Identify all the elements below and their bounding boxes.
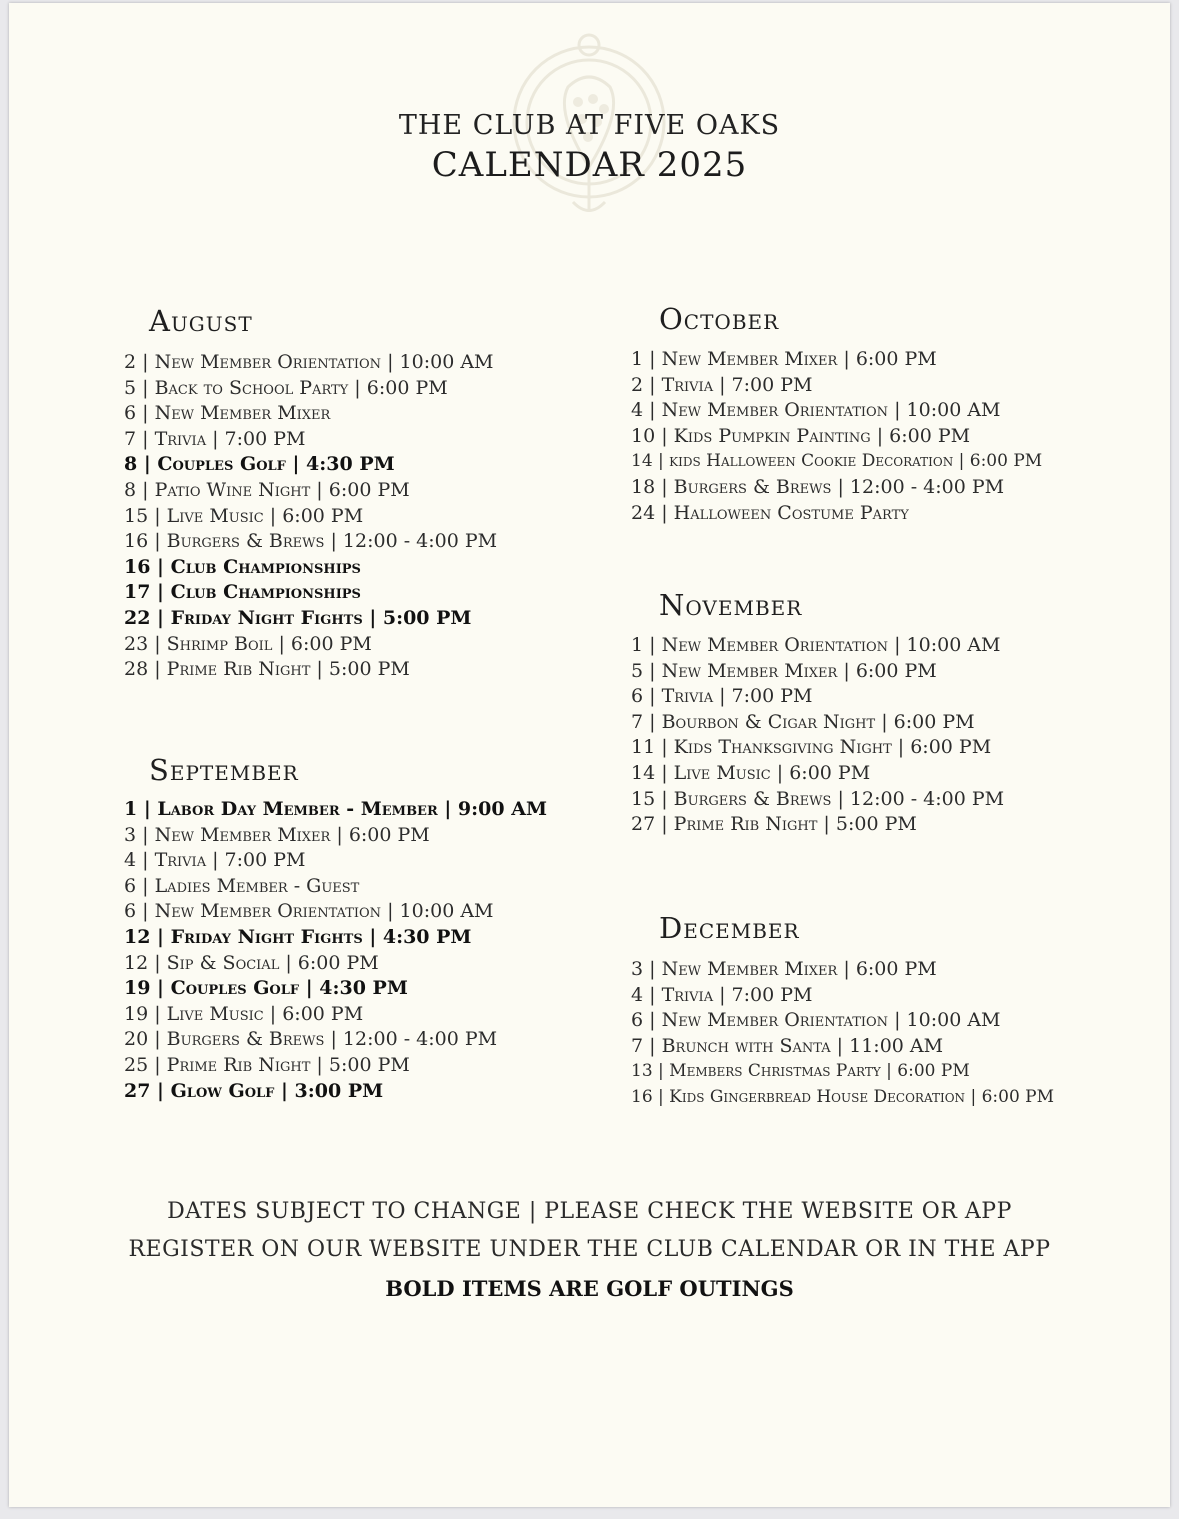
events-november	[631, 633, 1004, 838]
footer-register: REGISTER ON OUR WEBSITE UNDER THE CLUB CALENDAR OR IN THE APP	[128, 1237, 1051, 1262]
event-item: 4 | Trivia | 7:00 PM	[124, 849, 306, 872]
event-item: 6 | New Member Orientation | 10:00 AM	[124, 900, 494, 923]
events-december	[631, 957, 1054, 1111]
event-item: 3 | New Member Mixer | 6:00 PM	[124, 823, 430, 846]
event-item: 14 | kids Halloween Cookie Decoration | 6:00 PM	[631, 451, 1043, 472]
golf-event-item: 27 | Glow Golf | 3:00 PM	[124, 1079, 384, 1102]
event-item: 5 | New Member Mixer | 6:00 PM	[631, 659, 937, 682]
event-item: 3 | New Member Mixer | 6:00 PM	[631, 958, 937, 980]
month-title-august: August	[149, 304, 253, 338]
event-item: 12 | Sip & Social | 6:00 PM	[124, 951, 379, 974]
event-item: 14 | Live Music | 6:00 PM	[631, 761, 871, 784]
event-item: 20 | Burgers & Brews | 12:00 - 4:00 PM	[124, 1028, 498, 1051]
footer-notice: DATES SUBJECT TO CHANGE | PLEASE CHECK THE WEBSITE OR APP	[167, 1199, 1012, 1224]
event-item: 24 | Halloween Costume Party	[631, 501, 909, 524]
event-item: 4 | New Member Orientation | 10:00 AM	[631, 399, 1001, 422]
event-item: 15 | Live Music | 6:00 PM	[124, 504, 364, 527]
event-item: 7 | Bourbon & Cigar Night | 6:00 PM	[631, 710, 975, 733]
golf-event-item: 16 | Club Championships	[124, 555, 361, 578]
event-item: 4 | Trivia | 7:00 PM	[631, 983, 813, 1006]
event-item: 15 | Burgers & Brews | 12:00 - 4:00 PM	[631, 787, 1005, 810]
event-item: 23 | Shrimp Boil | 6:00 PM	[124, 632, 372, 655]
event-item: 19 | Live Music | 6:00 PM	[124, 1002, 364, 1025]
month-title-december: December	[659, 911, 800, 945]
event-item: 2 | Trivia | 7:00 PM	[631, 373, 813, 396]
event-item: 28 | Prime Rib Night | 5:00 PM	[124, 658, 410, 681]
event-item: 18 | Burgers & Brews | 12:00 - 4:00 PM	[631, 475, 1005, 498]
event-item: 27 | Prime Rib Night | 5:00 PM	[631, 813, 917, 836]
event-item: 2 | New Member Orientation | 10:00 AM	[124, 351, 494, 373]
club-name: THE CLUB AT FIVE OAKS	[398, 110, 781, 141]
event-item: 7 | Trivia | 7:00 PM	[124, 427, 306, 450]
golf-event-item: 22 | Friday Night Fights | 5:00 PM	[124, 606, 472, 629]
golf-event-item: 12 | Friday Night Fights | 4:30 PM	[124, 925, 472, 948]
event-item: 10 | Kids Pumpkin Painting | 6:00 PM	[631, 424, 971, 447]
events-september	[124, 797, 547, 1104]
event-item: 1 | New Member Mixer | 6:00 PM	[631, 348, 937, 370]
event-item: 13 | Members Christmas Party | 6:00 PM	[631, 1061, 970, 1082]
footer-golf-legend: BOLD ITEMS ARE GOLF OUTINGS	[385, 1276, 794, 1301]
events-august	[124, 350, 497, 683]
event-item: 6 | Ladies Member - Guest	[124, 874, 360, 897]
event-item: 6 | New Member Mixer	[124, 402, 331, 425]
calendar-title: CALENDAR 2025	[431, 145, 748, 185]
golf-event-item: 8 | Couples Golf | 4:30 PM	[124, 453, 395, 476]
month-title-november: November	[659, 588, 803, 622]
event-item: 16 | Kids Gingerbread House Decoration | 6:00 PM	[631, 1086, 1055, 1107]
golf-event-item: 1 | Labor Day Member - Member | 9:00 AM	[124, 798, 547, 820]
event-item: 1 | New Member Orientation | 10:00 AM	[631, 634, 1001, 656]
month-title-september: September	[149, 753, 299, 787]
event-item: 16 | Burgers & Brews | 12:00 - 4:00 PM	[124, 530, 498, 553]
events-october	[631, 347, 1042, 526]
event-item: 5 | Back to School Party | 6:00 PM	[124, 376, 448, 399]
month-title-october: October	[659, 302, 780, 336]
event-item: 6 | Trivia | 7:00 PM	[631, 685, 813, 708]
event-item: 25 | Prime Rib Night | 5:00 PM	[124, 1053, 410, 1076]
golf-event-item: 19 | Couples Golf | 4:30 PM	[124, 977, 408, 1000]
event-item: 11 | Kids Thanksgiving Night | 6:00 PM	[631, 736, 992, 759]
event-item: 6 | New Member Orientation | 10:00 AM	[631, 1009, 1001, 1032]
event-item: 8 | Patio Wine Night | 6:00 PM	[124, 478, 410, 501]
golf-event-item: 17 | Club Championships	[124, 581, 361, 604]
event-item: 7 | Brunch with Santa | 11:00 AM	[631, 1034, 944, 1057]
